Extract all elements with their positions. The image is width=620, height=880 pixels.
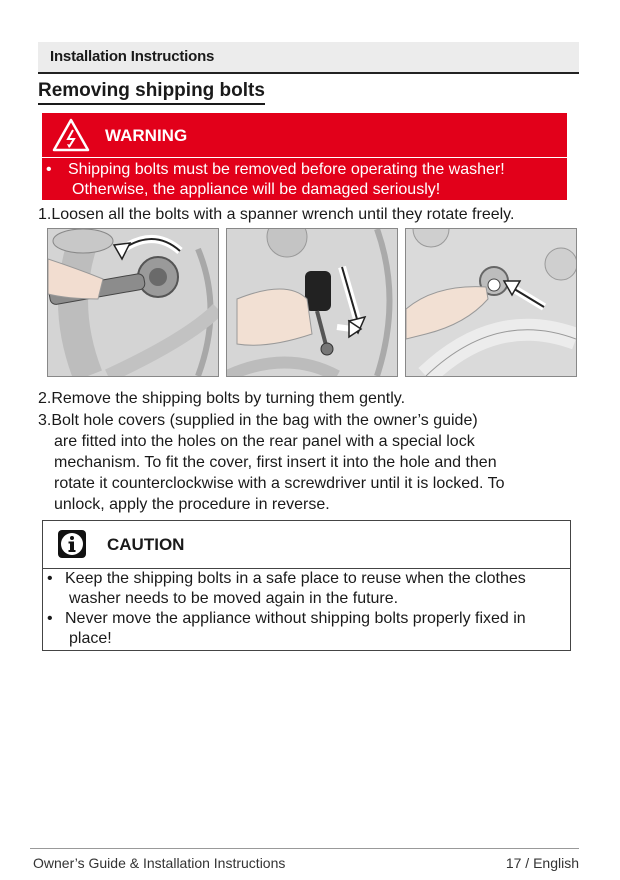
bullet: • bbox=[47, 610, 53, 627]
bullet: • bbox=[47, 570, 53, 587]
warning-text bbox=[42, 160, 562, 200]
header-bar bbox=[38, 42, 579, 74]
fit-cover-illustration bbox=[405, 228, 577, 377]
step-3-line-3: mechanism. To fit the cover, first insert it into the hole and then bbox=[54, 454, 497, 471]
warning-box bbox=[42, 113, 567, 200]
loosen-bolt-illustration bbox=[47, 228, 219, 377]
caution-item-2-line-2: place! bbox=[69, 630, 112, 647]
caution-title: CAUTION bbox=[107, 535, 185, 554]
caution-item-1-line-1: Keep the shipping bolts in a safe place to reuse when the clothes bbox=[65, 570, 526, 587]
bullet: • bbox=[46, 161, 52, 178]
caution-item-2-line-1: Never move the appliance without shipping bolts properly fixed in bbox=[65, 610, 526, 627]
caution-text bbox=[43, 569, 565, 649]
caution-box bbox=[42, 520, 571, 651]
step-1: 1.Loosen all the bolts with a spanner wrench until they rotate freely. bbox=[38, 206, 515, 223]
footer-title: Owner’s Guide & Installation Instructions bbox=[33, 855, 286, 871]
caution-bullet-item bbox=[43, 569, 565, 609]
remove-bolt-illustration bbox=[226, 228, 398, 377]
step-3-line-5: unlock, apply the procedure in reverse. bbox=[54, 496, 330, 513]
warning-triangle-icon bbox=[52, 117, 90, 153]
caution-bullet-item bbox=[43, 609, 565, 649]
step-3-line-1: 3.Bolt hole covers (supplied in the bag with the owner’s guide) bbox=[38, 412, 478, 429]
warning-header bbox=[42, 113, 567, 158]
footer-divider bbox=[30, 848, 579, 849]
step-3 bbox=[38, 410, 578, 515]
step-2: 2.Remove the shipping bolts by turning them gently. bbox=[38, 390, 406, 407]
step-3-line-2: are fitted into the holes on the rear panel with a special lock bbox=[54, 433, 475, 450]
warning-line-1: Shipping bolts must be removed before operating the washer! bbox=[68, 161, 505, 178]
info-icon bbox=[57, 529, 87, 559]
page-number: 17 / English bbox=[505, 855, 579, 871]
header-title: Installation Instructions bbox=[50, 48, 215, 65]
step-3-line-4: rotate it counterclockwise with a screwdriver until it is locked. To bbox=[54, 475, 505, 492]
warning-bullet-item bbox=[42, 160, 562, 200]
warning-title: WARNING bbox=[105, 126, 188, 145]
section-title: Removing shipping bolts bbox=[38, 80, 265, 105]
caution-item-1-line-2: washer needs to be moved again in the future. bbox=[69, 590, 399, 607]
warning-line-2: Otherwise, the appliance will be damaged seriously! bbox=[72, 181, 441, 198]
caution-header bbox=[43, 521, 570, 569]
